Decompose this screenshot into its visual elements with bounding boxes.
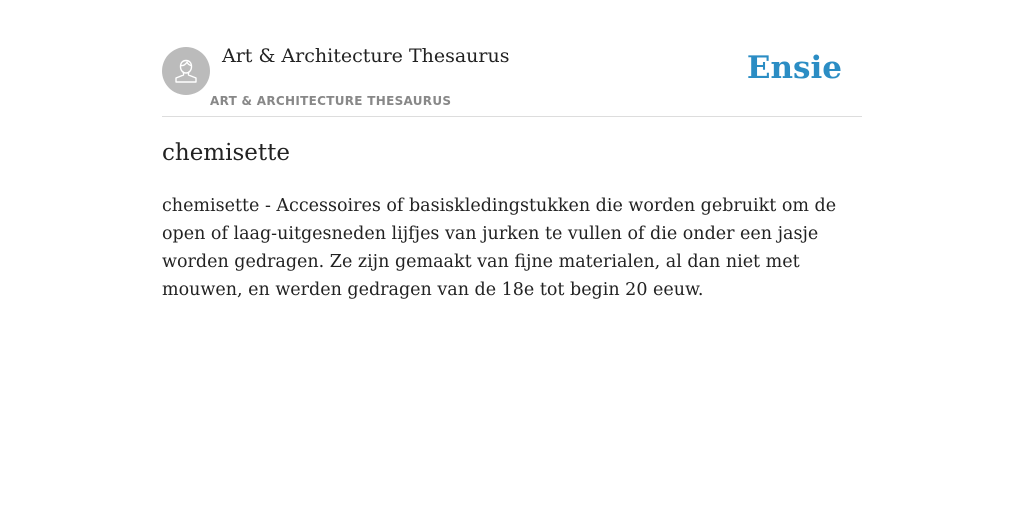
- entry-header: [162, 0, 862, 117]
- ensie-logo[interactable]: Ensie: [746, 50, 842, 86]
- source-label[interactable]: ART & ARCHITECTURE THESAURUS: [210, 94, 452, 108]
- author-name[interactable]: Art & Architecture Thesaurus: [222, 45, 510, 67]
- user-icon: [171, 56, 201, 86]
- avatar[interactable]: [162, 47, 210, 95]
- entry-title: chemisette: [162, 140, 290, 166]
- entry-definition: chemisette - Accessoires of basiskledingstukken die worden gebruikt om de open of laag-uitgesneden lijfjes van jurken te vullen of die onder een jasje worden gedragen. Ze zijn gemaakt van fijne materialen, al dan niet met mouwen, en werden gedragen van de 18e tot begin 20 eeuw.: [162, 196, 837, 300]
- entry-card: [162, 0, 862, 300]
